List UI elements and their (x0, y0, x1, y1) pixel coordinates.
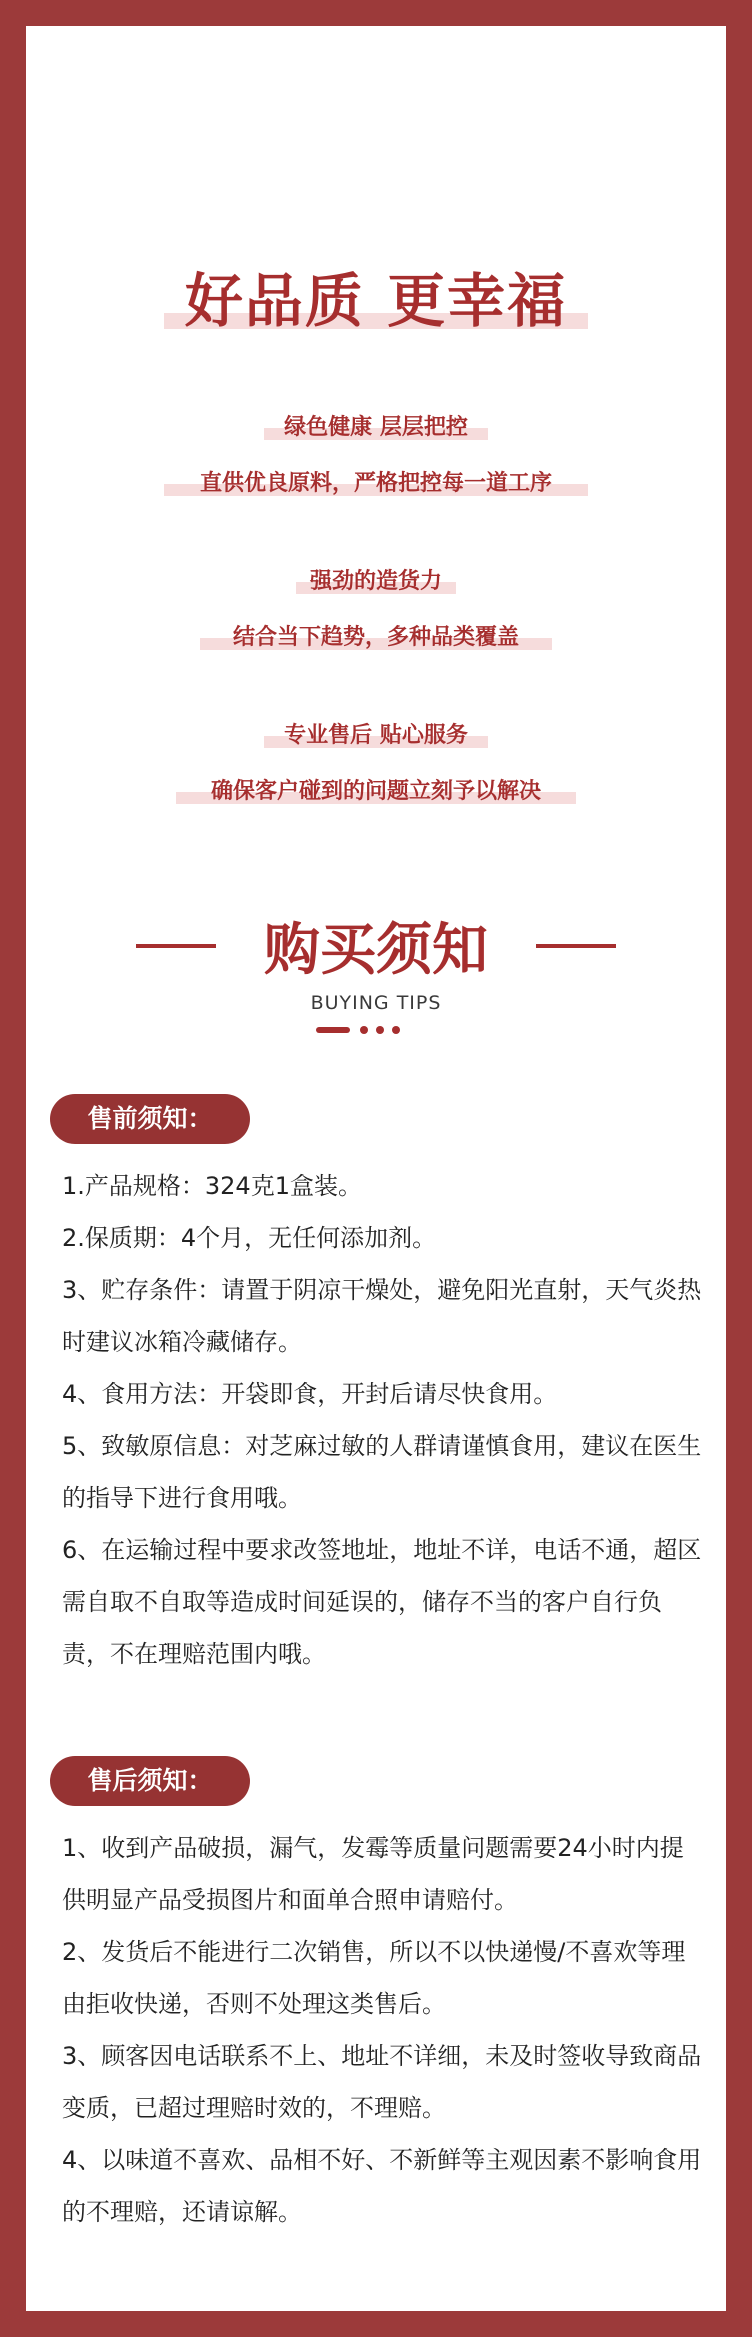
feature-heading: 绿色健康 层层把控 (284, 415, 468, 440)
aftersale-list (62, 1822, 702, 2238)
hero-title: 好品质 更幸福 (184, 267, 568, 335)
feature-heading: 强劲的造货力 (309, 569, 442, 594)
list-item: 3、顾客因电话联系不上、地址不详细，未及时签收导致商品变质，已超过理赔时效的，不理赔。 (62, 2042, 702, 2122)
list-item: 1、收到产品破损，漏气，发霉等质量问题需要24小时内提供明显产品受损图片和面单合照申请赔付。 (62, 1834, 684, 1914)
divider-dots (26, 1026, 726, 1036)
feature-detail: 确保客户碰到的问题立刻予以解决 (210, 779, 541, 804)
divider-dot (376, 1026, 384, 1034)
divider-bar (316, 1027, 350, 1033)
feature-heading: 专业售后 贴心服务 (284, 723, 468, 748)
list-item: 5、致敏原信息：对芝麻过敏的人群请谨慎食用，建议在医生的指导下进行食用哦。 (62, 1432, 702, 1512)
buying-tips-header (26, 906, 726, 986)
divider-dot (360, 1026, 368, 1034)
list-item: 1.产品规格：324克1盒装。 (62, 1172, 362, 1200)
divider-dot (392, 1026, 400, 1034)
list-item: 4、食用方法：开袋即食，开封后请尽快食用。 (62, 1380, 558, 1408)
list-item: 2、发货后不能进行二次销售，所以不以快递慢/不喜欢等理由拒收快递，否则不处理这类售后。 (62, 1938, 686, 2018)
list-item: 3、贮存条件：请置于阴凉干燥处，避免阳光直射，天气炎热时建议冰箱冷藏储存。 (62, 1276, 702, 1356)
title-dash-right (536, 944, 616, 948)
list-item: 2.保质期：4个月，无任何添加剂。 (62, 1224, 437, 1252)
presale-label: 售前须知： (50, 1094, 250, 1144)
feature-detail: 结合当下趋势，多种品类覆盖 (232, 625, 519, 650)
list-item: 4、以味道不喜欢、品相不好、不新鲜等主观因素不影响食用的不理赔，还请谅解。 (62, 2146, 702, 2226)
buying-tips-title: 购买须知 (264, 918, 488, 983)
presale-list (62, 1160, 702, 1680)
aftersale-label: 售后须知： (50, 1756, 250, 1806)
content-panel (26, 26, 726, 2311)
list-item: 6、在运输过程中要求改签地址，地址不详，电话不通，超区需自取不自取等造成时间延误的，储存不当的客户自行负责，不在理赔范围内哦。 (62, 1536, 702, 1668)
feature-detail: 直供优良原料，严格把控每一道工序 (199, 471, 552, 496)
buying-tips-subtitle: BUYING TIPS (310, 992, 442, 1014)
